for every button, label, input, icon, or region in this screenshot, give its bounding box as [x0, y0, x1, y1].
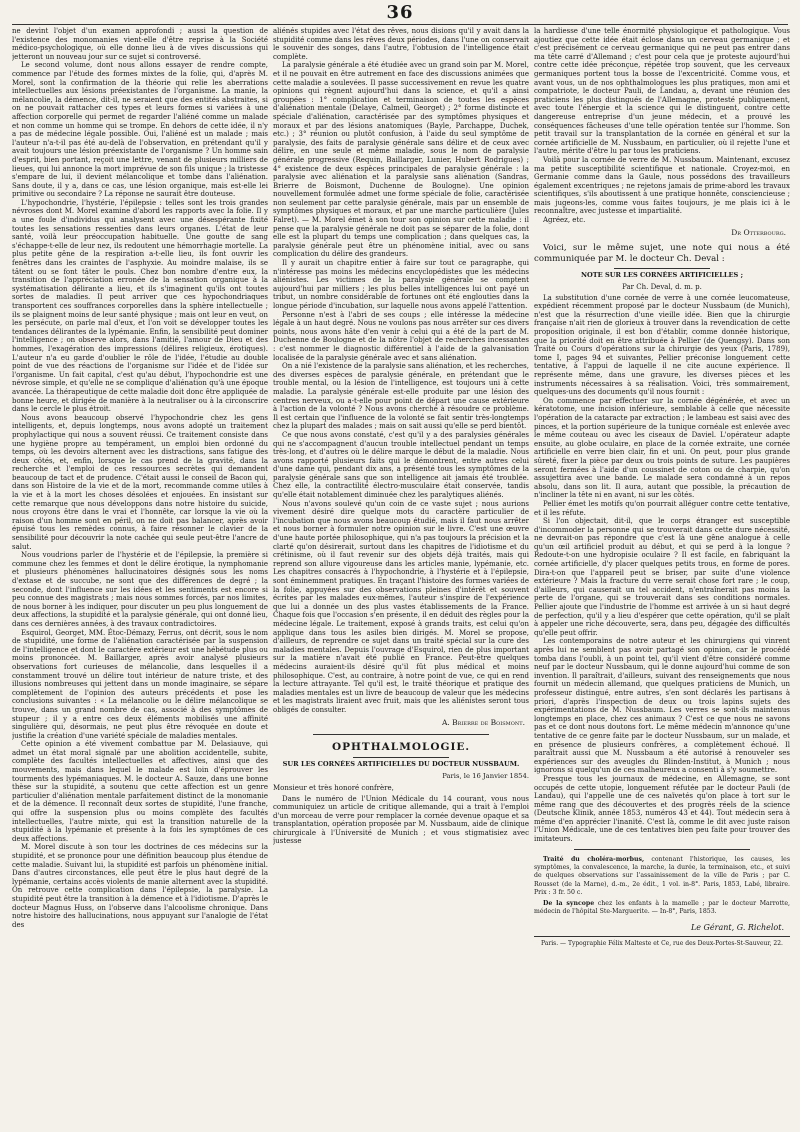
section-heading: OPHTHALMOLOGIE. — [331, 740, 471, 753]
column-middle — [273, 27, 529, 1122]
paragraph: Dans le numéro de l'Union Médicale du 14 courant, vous nous communiquiez un article de critique allemande, qui a trait à l'emploi d'un morceau de verre pour remplacer la cornée devenue opaque et sa transplantation, opération proposée par M. Nussbaum, aide de clinique chirurgicale à l'Université de Munich ; et vous stigmatisiez avec justesse — [273, 794, 529, 846]
gerant-signature: Le Gérant, G. Richelot. — [690, 922, 784, 932]
paragraph: Il y aurait un chapitre entier à faire sur tout ce paragraphe, qui n'intéresse pas moins les médecins encyclopédistes que les médecins aliénistes. Les victimes de la paralysie générale se comptent aujourd'hui par milliers ; les plus belles intelligences lui ont payé un tribut, un nombre considérable de fortunes ont été englouties dans la longue période d'incubation, sur laquelle nous avons appelé l'attention. — [273, 259, 529, 310]
paragraph: Pellier émet les motifs qu'on pourrait alléguer contre cette tentative, et il les réfute. — [534, 499, 790, 517]
paragraph: Le second volume, dont nous allons essayer de rendre compte, commence par l'étude des formes mixtes de la folie, qui, d'après M. Morel, sont la confirmation de la théorie qui relie les aberrations intellectuelles aux lésions préexistantes de l'organisme. La manie, la mélancolie, la démence, dit-il, ne seraient que des entités abstraites, si on ne pouvait rattacher ces types et leurs formes si variées à une affection corporelle qui permet de regarder l'aliéné comme un malade et non comme un homme qui se trompe. En dehors de cette idée, il n'y a pas de médecine légale possible. Oui, l'aliéné est un malade ; mais l'auteur n'a-t-il pas été au-delà de l'observation, en prétendant qu'il y avait toujours une lésion préexistante de l'organisme ? Un homme sain d'esprit, bien portant, reçoit une lettre, venant de plusieurs milliers de lieues, qui lui annonce la mort imprévue de son fils unique ; la tristesse s'empare de lui, il devient mélancolique et tombe dans l'aliénation. Sans doute, il y a, dans ce cas, une lésion organique, mais est-elle lei primitive ou secondaire ? La réponse ne saurait être douteuse. — [12, 61, 268, 199]
editorial-lead: Voici, sur le même sujet, une note qui nous a été communiquée par M. le docteur Ch. Deval : — [534, 242, 790, 264]
article-subheading: SUR LES CORNÉES ARTIFICIELLES DU DOCTEUR NUSSBAUM. — [282, 759, 520, 768]
paragraph: Cette opinion a été vivement combattue par M. Delasiauve, qui admet un état moral signalé par une abolition accidentelle, subite, complète des facultés intellectuelles et affectives, ainsi que des mouvements, mais dans lequel le malade est loin d'éprouver les tourments des lypémaniaques. M. le docteur A. Sauze, dans une bonne thèse sur la stupidité, a soutenu que cette affection est un genre particulier d'aliénation mentale parfaitement distinct de la monomanie et de la démence. Il reconnaît deux sortes de stupidité, l'une franche, qui offre la suspension plus ou moins complète des facultés intellectuelles, l'autre mixte, qui est la transition naturelle de la stupidité à la lypémanie et présente à la fois les symptômes de ces deux affections. — [12, 740, 268, 843]
book-notice-text: contenant l'historique, les causes, les symptômes, la convalescence, la marche, la durée, la terminaison, etc., et suivi de quelques observations sur l'assainissement de la ville de Paris ; par C. Rousset (de la Marne), d.-m., 2e édit., 1 vol. in-8°. Paris, 1853, Labé, libraire. Prix : 3 fr. 50 c. — [534, 855, 790, 897]
author-signature: A. Brierre de Boismont. — [441, 717, 525, 727]
book-notice-text: chez les enfants à la mamelle ; par le docteur Marrotte, médecin de l'hôpital Ste-Marguerite. — In-8°, Paris, 1853. — [534, 899, 790, 916]
column-left — [12, 27, 268, 1122]
paragraph: Voilà pour la cornée de verre de M. Nussbaum. Maintenant, excusez ma petite susceptibilité scientifique et nationale. Croyez-moi, en Germanie comme dans la Gaule, nous possédons des travailleurs également excentriques ; ne rejetons jamais de prime-abord les travaux scientifiques, s'ils aboutissent à une pratique honnête, consciencieuse ; mais jugeons-les, comme vous faites toujours, je me plais ici à le reconnaître, avec justesse et impartialité. — [534, 155, 790, 216]
paragraph: Les contemporains de notre auteur et les chirurgiens qui vinrent après lui ne semblent pas avoir partagé son opinion, car le procédé tomba dans l'oubli, à un point tel, qu'il vient d'être considéré comme neuf par le docteur Nussbaum, qui le donne aujourd'hui comme de son invention. Il paraîtrait, d'ailleurs, suivant des renseignements que nous fournit un médecin allemand, que quelques praticiens de Munich, un professeur distingué, entre autres, s'en sont déclarés les partisans à priori, d'après l'inspection de deux ou trois lapins sujets des expérimentations de M. Nussbaum. Les verres se sont-ils maintenus longtemps en place, chez ces animaux ? C'est ce que nous ne savons pas et ce dont nous doutons fort. Le même médecin m'annonce qu'une tentative de ce genre faite par le docteur Nussbaum, sur un malade, et en présence de plusieurs confrères, a complètement échoué. Il paraîtrait aussi que M. Nussbaum a été autorisé à renouveler ses expériences sur des aveugles du Blinden-Institut, à Munich ; nous ignorons si quelqu'un de ces malheureux a consenti à s'y soumettre. — [534, 637, 790, 775]
paragraph: Personne n'est à l'abri de ses coups ; elle intéresse la médecine légale à un haut degré. Nous ne voulons pas nous arrêter sur ces divers points, nous avons hâte d'en venir à celui qui a été de la part de M. Duchenne de Boulogne et de la nôtre l'objet de recherches incessantes : c'est nommer le diagnostic différentiel à l'aide de la galvanisation localisée de la paralysie générale avec et sans aliénation. — [273, 310, 529, 362]
paragraph: La substitution d'une cornée de verre à une cornée leucomateuse, expédient récemment proposé par le docteur Nussbaum (de Munich), n'est que la résurrection d'une vieille idée. Bien que la chirurgie française n'ait rien de glorieux à trouver dans la revendication de cette proposition originale, il est bon d'établir, comme donnée historique, que la priorité doit en être attribuée à Pellier (de Quengsy). Dans son Traité ou Cours d'opérations sur la chirurgie des yeux (Paris, 1789), tome I, pages 94 et suivantes, Pellier préconise longuement cette tentative, à l'appui de laquelle il ne cite aucune expérience. Il représente même, dans une gravure, les diverses pièces et les instruments nécessaires à sa réalisation. Voici, très sommairement, quelques-uns des documents qu'il nous fournit : — [534, 293, 790, 397]
paragraph: L'hypochondrie, l'hystérie, l'épilepsie : telles sont les trois grandes névroses dont M. Morel examine d'abord les rapports avec la folie. Il y a une foule d'individus qui analysent avec une désespérante fixité toutes les sensations ressenties dans leurs organes. L'état de leur santé, voilà leur préoccupation habituelle. Une goutte de sang s'échappe-t-elle de leur nez, ils redoutent une hémorrhagie mortelle. La plus petite gêne de la respiration a-t-elle lieu, ils font ouvrir les fenêtres dans les craintes de l'asphyxie. Au moindre malaise, ils se tâtent ou se font tâter le pouls. Chez bon nombre d'entre eux, la transition de l'appréciation erronée de la sensation organique à la systématisation délirante a lieu, et ils s'imaginent qu'ils ont toutes sortes de maladies. Il peut arriver que ces hypochondriaques transportent ces souffrances corporelles dans la sphère intellectuelle ; ils se plaignent moins de leur santé physique ; mais ont leur en veut, on les persécute, on parle mal d'eux, et l'on voit se développer toutes les tendances délirantes de la lypémanie. Enfin, la sensibilité peut dominer l'intelligence ; on observe alors, dans l'amitié, l'amour de Dieu et des hommes, l'exagération des impressions (délires religieux, érotiques). L'auteur n'a eu garde d'oublier le rôle de l'idée, l'étudie au double point de vue des réactions de l'organisme sur l'idée et de l'idée sur l'organisme. Un fait capital, c'est qu'au début, l'hypochondrie est une névrose simple, et qu'elle ne se complique d'aliénation qu'à une époque avancée. La thérapeutique de cette maladie doit donc être appliquée de bonne heure, et dirigée de manière à la neutraliser ou à la circonscrire dans le cercle le plus étroit. — [12, 198, 268, 414]
page-number: 36 — [386, 2, 414, 23]
paragraph: aliénés stupides avec l'état des rêves, nous disions qu'il y avait dans la stupidité comme dans les rêves deux périodes, dans l'une on conservait le souvenir des songes, dans l'autre, l'obtusion de l'intelligence était complète. — [273, 27, 529, 61]
heading-rule — [353, 757, 449, 758]
paragraph: Ce que nous avons constaté, c'est qu'il y a des paralysies générales qui ne s'accompagnent d'aucun trouble intellectuel pendant un temps très-long, et d'autres où le délire marque le début de la maladie. Nous avons rapporté plusieurs faits qui le démontrent, entre autres celui d'une dame qui, pendant dix ans, a présenté tous les symptômes de la paralysie générale sans que son intelligence ait jamais été troublée. Chez elle, la contractilité électro-musculaire était conservée, tandis qu'elle était notablement diminuée chez les paralytiques aliénés. — [273, 430, 529, 500]
book-notice — [534, 856, 790, 898]
paragraph: On commence par effectuer sur la cornée dégénérée, et avec un kératotome, une incision inférieure, semblable à celle que nécessite l'opération de la cataracte par extraction ; le lambeau est saisi avec des pinces, et la portion supérieure de la tunique cornéale est enlevée avec le même couteau ou avec les ciseaux de Daviel. L'opérateur adapte ensuite, au globe oculaire, en place de la cornée extraite, une cornée artificielle en verre bien clair, fin et uni. On peut, pour plus grande sûreté, fixer la pièce par deux ou trois points de suture. Les paupières seront fermées à l'aide d'un coussinet de coton ou de charpie, qu'on assujettira avec une bande. Le malade sera condamné à un repos absolu, dans son lit. Il aura, autant que possible, la précaution de n'incliner la tête ni en avant, ni sur les côtés. — [534, 396, 790, 500]
printer-line: Paris. — Typographie Félix Malteste et Ce, rue des Deux-Portes-St-Sauveur, 22. — [534, 936, 790, 948]
paragraph: Agréez, etc. — [543, 216, 586, 225]
salutation: Monsieur et très honoré confrère, — [273, 783, 394, 792]
paragraph: Si l'on objectait, dit-il, que le corps étranger est susceptible d'incommoder la personne qui se trouverait dans cette dure nécessité, ne devrait-on pas répondre que c'est là une gêne analogue à celle qu'un œil artificiel produit au début, et qui se perd à la longue ? Redoute-t-on une hydropisie oculaire ? Il est facile, en fabriquant la cornée artificielle, d'y placer quelques petits trous, en forme de pores. Dira-t-on que l'appareil peut se briser, par suite d'une violence extérieure ? Mais la fracture du verre serait chose fort rare ; le coup, d'ailleurs, qui causerait un tel accident, n'entraînerait pas moins la perte de l'organe, qui se trouverait dans ses conditions normales. Pellier ajoute que l'industrie de l'homme est arrivée à un si haut degré de perfection, qu'il y a lieu d'espérer que cette opération, qu'il se plaît à appeler une riche découverte, sera, dans peu, dégagée des difficultés qu'elle peut offrir. — [534, 517, 790, 637]
paragraph: Presque tous les journaux de médecine, en Allemagne, se sont occupés de cette utopie, longuement réfutée par le docteur Pauli (de Landau), qui l'appelle une de ces naïvetés qu'on place à tort sur le même rang que des découvertes et des progrès réels de la science (Deutsche Klinik, année 1853, numéros 43 et 44). Tout médecin sera à même d'en apprécier l'inanité. C'est là, comme le dit avec juste raison l'Union Médicale, une de ces tentatives bien peu faite pour trouver des imitateurs. — [534, 774, 790, 844]
paragraph: Nous voudrions parler de l'hystérie et de l'épilepsie, la première si commune chez les femmes et dont le délire érotique, la nymphomanie et plusieurs phénomènes hallucinatoires désignés sous les noms d'extase et de succube, ne sont que des différences de degré ; la seconde, dont l'influence sur les idées et les sentiments est encore si peu connue des magistrats ; mais nous sommes forcés, par nos limites, de nous borner à les indiquer, pour discuter un peu plus longuement de deux affections, la stupidité et la paralysie générale, qui ont donné lieu, dans ces dernières années, à des travaux contradictoires. — [12, 551, 268, 628]
heading-rule — [614, 268, 710, 269]
article-subheading: NOTE SUR LES CORNÉES ARTIFICIELLES ; — [581, 270, 743, 279]
section-divider — [313, 734, 489, 735]
paragraph: On a nié l'existence de la paralysie sans aliénation, et les recherches, des diverses espèces de paralysie générale, en prétendant que le trouble mental, ou la lésion de l'intelligence, est toujours uni à cette maladie. La paralysie générale est-elle produite par une lésion des centres nerveux, ou a-t-elle pour point de départ une cause extérieure à l'action de la volonté ? Nous avons cherché à résoudre ce problème. Il est certain que l'influence de la volonté se fait sentir très-longtemps chez la plupart des malades ; mais on sait aussi qu'elle se perd bientôt. — [273, 362, 529, 431]
paragraph: La paralysie générale a été étudiée avec un grand soin par M. Morel, et il ne pouvait en être autrement en face des discussions animées que cette maladie a soulevées. Il passe successivement en revue les quatre opinions qui règnent aujourd'hui dans la science, et qu'il a ainsi groupées : 1° complication et terminaison de toutes les espèces d'aliénation mentale (Delaye, Calmeil, Georget) ; 2° forme distincte et spéciale d'aliénation, caractérisée par des symptômes physiques et moraux et par des lésions anatomiques (Bayle, Parchappe, Duchek, etc.) ; 3° réunion ou plutôt confusion, à l'aide du seul symptôme de paralysie, des faits de paralysie générale sans délire et de ceux avec délire, en une seule et même maladie, sous le nom de paralysie générale progressive (Requin, Baillarger, Lunier, Hubert Rodrigues) ; 4° existence de deux espèces principales de paralysie générale : la paralysie avec aliénation et la paralysie sans aliénation (Sandras, Brierre de Boismont, Duchenne de Boulogne). Une opinion nouvellement formulée admet une forme spéciale de folie, caractérisée non seulement par cette paralysie générale, mais par un ensemble de symptômes physiques et moraux, et par une marche particulière (Jules Falret). — M. Morel émet à son tour son opinion sur cette maladie : il pense que la paralysie générale ne doit pas se séparer de la folie, dont elle est la plupart du temps une complication ; dans quelques cas, la paralysie générale peut être un phénomène initial, avec ou sans complication du délire des grandeurs. — [273, 61, 529, 259]
paragraph: Nous n'avons soulevé qu'un coin de ce vaste sujet ; nous aurions vivement désiré dire quelque mots du caractère particulier de l'incubation que nous avons beaucoup étudié, mais il faut nous arrêter et nous borner à formuler notre opinion sur le livre. C'est une œuvre d'une haute portée philosophique, qui n'a pas toujours la précision et la clarté qu'on désirerait, surtout dans les chapitres de l'idiotisme et du crétinisme, où il faut revenir sur des objets déjà traités, mais qui reprend son allure vigoureuse dans les articles manie, lypémanie, etc. Les chapitres consacrés à l'hypochondrie, à l'hystérie et à l'épilepsie, sont éminemment pratiques. En traçant l'histoire des formes variées de la folie, appuyées sur des observations pleines d'intérêt et souvent écrites par les malades eux-mêmes, l'auteur s'inspire de l'expérience que lui a donnée un des plus vastes établissements de la France. Chaque fois que l'occasion s'en présente, il en déduit des règles pour la médecine légale. Le traitement, exposé à grands traits, est celui qu'on applique dans tous les asiles bien dirigés. M. Morel se propose, d'ailleurs, de reprendre ce sujet dans un traité spécial sur la cure des maladies mentales. Depuis l'ouvrage d'Esquirol, rien de plus important sur la matière n'avait été publié en France. Peut-être quelques médecins auraient-ils désiré qu'il fût plus médical et moins philosophique. C'est, au contraire, à notre point de vue, ce qui en rend la lecture attrayante. Tel qu'il est, le traité théorique et pratique des maladies mentales est un livre de beaucoup de valeur que les médecins et les magistrats liraient avec fruit, mais que les aliénistes seront tous obligés de consulter. — [273, 499, 529, 714]
book-notice-title: De la syncope — [543, 899, 595, 907]
column-right — [534, 27, 790, 1122]
book-notices — [534, 856, 790, 917]
dateline: Paris, le 16 Janvier 1854. — [442, 771, 529, 780]
header-rule — [12, 24, 788, 25]
paragraph: Esquirol, Georget, MM. Étoc-Démazy, Ferrus, ont décrit, sous le nom de stupidité, une forme de l'aliénation caractérisée par la suspension de l'intelligence et dont le caractère extérieur est une hébétude plus ou moins prononcée. M. Baillarger, après avoir analysé plusieurs observations fort curieuses de mélancolie, dans lesquelles il a constamment trouvé un délire tout intérieur de nature triste, et des illusions nombreuses qui jettent dans un monde imaginaire, se sépare complètement de l'opinion des auteurs précédents et pose les conclusions suivantes : « La mélancolie ou le délire mélancolique se trouve, dans un grand nombre de cas, associé à des symptômes de stupeur ; il y a entre ces deux éléments mobilisés une affinité singulière qui, désormais, ne peut plus être révoquée en doute et justifie la création d'une variété spéciale de maladies mentales. — [12, 628, 268, 740]
section-divider — [574, 849, 750, 850]
article-author: Par Ch. Deval, d. m. p. — [622, 282, 702, 291]
columns — [12, 27, 790, 1122]
book-notice — [534, 900, 790, 917]
author-signature: Dr Otterbourg. — [731, 227, 786, 237]
book-notice-title: Traité du choléra-morbus, — [543, 855, 645, 863]
paragraph: M. Morel discute à son tour les doctrines de ces médecins sur la stupidité, et se prononce pour une définition beaucoup plus étendue de cette maladie. Suivant lui, la stupidité est parfois un phénomène initial. Dans d'autres circonstances, elle peut être le plus haut degré de la lypémanie, certains accès violents de manie alternent avec la stupidité. On retrouve cette complication dans l'épilepsie, la paralysie. La stupidité peut être la transition à la démence et à l'idiotisme. D'après le docteur Magnus Huss, on l'observe dans l'alcoolisme chronique. Dans notre histoire des hallucinations, nous appuyant sur l'analogie de l'état des — [12, 843, 268, 929]
paragraph: Nous avons beaucoup observé l'hypochondrie chez les gens intelligents, et, depuis longtemps, nous avons adopté un traitement prophylactique qui nous a souvent réussi. Ce traitement consiste dans une hygiène propre au tempérament, un emploi bien ordonné du temps, où les devoirs alternent avec les distractions, sans fatigue des deux côtés, et, enfin, lorsque le cas prend de la gravité, dans la recherche et l'emploi de ces ressources secrètes qui demandent beaucoup de tact et de prudence. C'était aussi le conseil de Bacon qui, dans son Histoire de la vie et de la mort, recommande comme utiles à la vie et à la mort les choses désolées et enjouées. En insistant sur cette remarque que nous développons dans notre histoire du suicide, nous croyons être dans le vrai et l'honnête, car lorsque la vie où la raison d'un homme sont en péril, on ne doit pas balancer, après avoir épuisé tous les remèdes connus, à faire résonner le clavier de la sensibilité pour découvrir la note cachée qui seule peut-être l'ancre de salut. — [12, 413, 268, 551]
paragraph: ne devint l'objet d'un examen approfondi ; aussi la question de l'existence des monomanies vient-elle d'être reprise à la Société médico-psychologique, où elle donne lieu à de vives discussions qui jetteront un nouveau jour sur ce sujet si controversé. — [12, 27, 268, 61]
paragraph: la hardiesse d'une telle énormité physiologique et pathologique. Vous ajoutiez que cette idée était éclose dans un cerveau germanique ; et c'est précisément ce cerveau germanique qui ne peut pas entrer dans ma tête carré d'Allemand ; c'est pour cela que je proteste aujourd'hui contre cette idée préconçue, répétée trop souvent, que les cerveaux germaniques portent tous la bosse de l'excentricité. Comme vous, et avant vous, un de nos ophthalmologues les plus pratiques, mon ami et compatriote, le docteur Pauli, de Landau, a, devant une réunion des praticiens les plus distingués de l'Allemagne, protesté publiquement, avec toute l'énergie et la science qui le distinguent, contre cette dangereuse entreprise d'un jeune médecin, et a prouvé les conséquences fâcheuses d'une telle opération tentée sur l'homme. Son petit travail sur la transplantation de la cornée en général et sur la cornée artificielle de M. Nussbaum, en particulier, où il rejette l'une et l'autre, mérite d'être lu par tous les praticiens. — [534, 27, 790, 156]
